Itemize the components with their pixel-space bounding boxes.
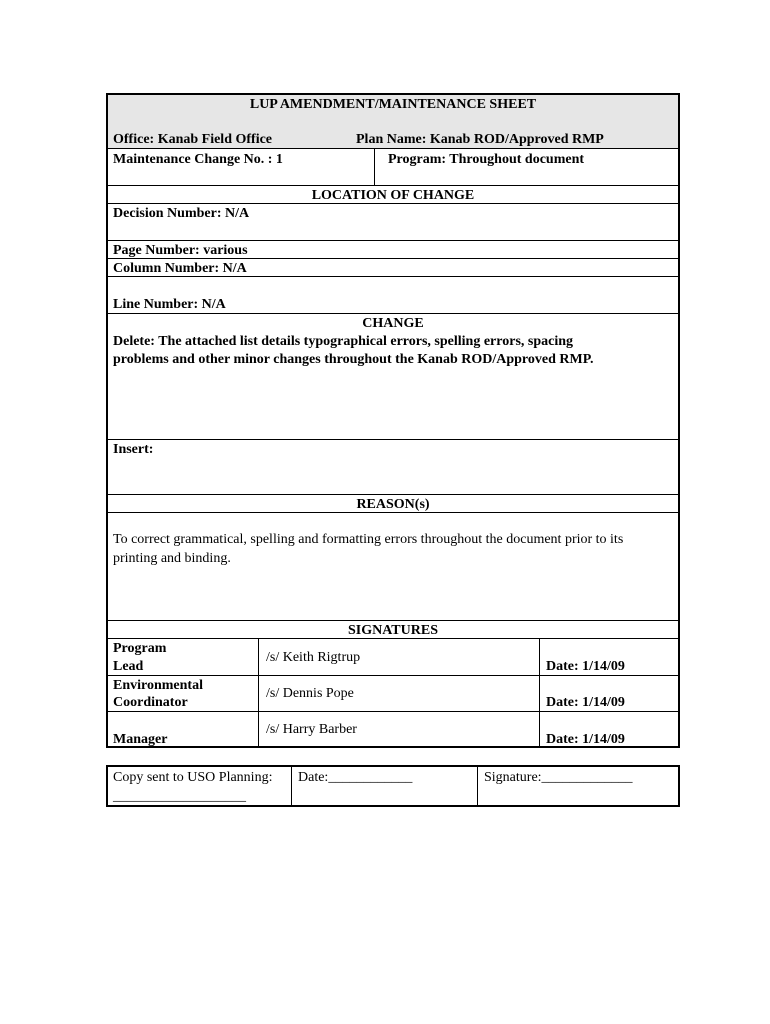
signature-role-line1: Environmental: [113, 678, 203, 693]
signature-role-line1: Program: [113, 641, 167, 656]
signature-date: Date: 1/14/09: [546, 695, 625, 710]
column-number: Column Number: N/A: [113, 261, 247, 276]
insert-label: Insert:: [113, 442, 154, 457]
signature-date: Date: 1/14/09: [546, 659, 625, 674]
rule: [291, 765, 292, 806]
office-label: Office: Kanab Field Office: [113, 132, 273, 147]
program-label: Program: Throughout document: [388, 152, 585, 167]
copy-sent-blank: ___________________: [113, 789, 246, 804]
sheet-title: LUP AMENDMENT/MAINTENANCE SHEET: [249, 97, 537, 112]
signature-role-line2: Manager: [113, 732, 168, 747]
rule: [106, 439, 680, 440]
rule: [106, 313, 680, 314]
rule: [106, 185, 680, 186]
plan-name-label: Plan Name: Kanab ROD/Approved RMP: [356, 132, 604, 147]
signature-name: /s/ Dennis Pope: [266, 686, 354, 701]
copy-sent-label: Copy sent to USO Planning:: [113, 770, 273, 785]
signature-role-line2: Coordinator: [113, 695, 188, 710]
signature-role-line2: Lead: [113, 659, 144, 674]
signature-date: Date: 1/14/09: [546, 732, 625, 747]
signature-field: Signature:_____________: [484, 770, 633, 785]
signature-name: /s/ Harry Barber: [266, 722, 357, 737]
line-number: Line Number: N/A: [113, 297, 226, 312]
delete-text-line1: Delete: The attached list details typographical errors, spelling errors, spacing: [113, 334, 574, 349]
change-heading: CHANGE: [362, 316, 424, 331]
rule: [374, 148, 375, 185]
rule: [539, 638, 540, 747]
reason-text-line2: printing and binding.: [113, 551, 231, 566]
maintenance-change-label: Maintenance Change No. : 1: [113, 152, 283, 167]
table-top-border: [106, 93, 680, 95]
rule: [106, 494, 680, 495]
rule: [106, 240, 680, 241]
signatures-heading: SIGNATURES: [348, 623, 438, 638]
rule: [106, 620, 680, 621]
date-field: Date:____________: [298, 770, 413, 785]
reason-text-line1: To correct grammatical, spelling and formatting errors throughout the document prior to its: [113, 532, 624, 547]
rule: [106, 675, 680, 676]
delete-text-line2: problems and other minor changes throughout the Kanab ROD/Approved RMP.: [113, 352, 594, 367]
rule: [106, 148, 680, 149]
signature-name: /s/ Keith Rigtrup: [266, 650, 361, 665]
reason-heading: REASON(s): [356, 497, 430, 512]
rule: [106, 711, 680, 712]
location-heading: LOCATION OF CHANGE: [311, 188, 475, 203]
rule: [477, 765, 478, 806]
decision-number: Decision Number: N/A: [113, 206, 250, 221]
page-number: Page Number: various: [113, 243, 248, 258]
rule: [258, 638, 259, 747]
